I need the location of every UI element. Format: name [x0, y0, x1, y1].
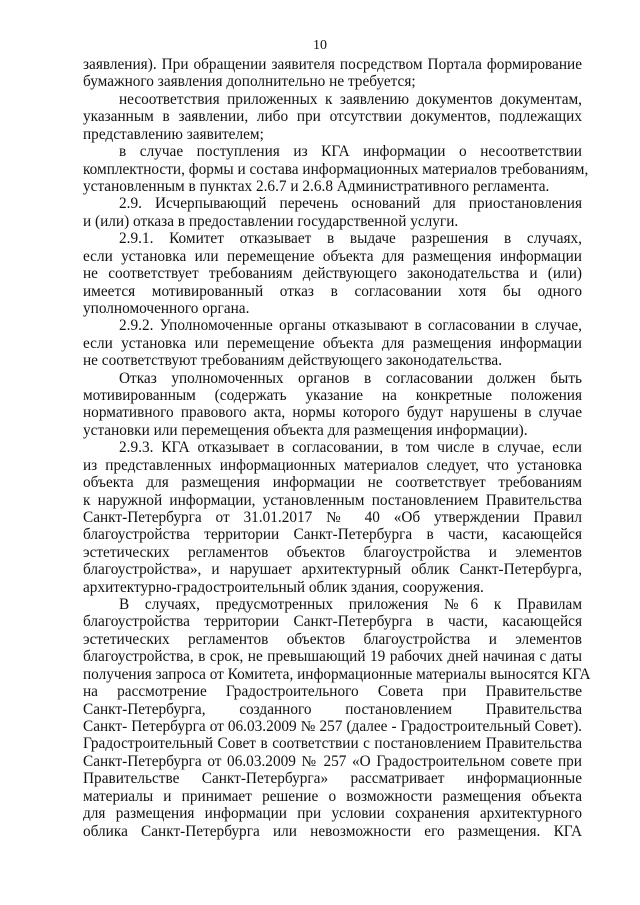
text-line: указанным в заявлении, либо при отсутствии документов, подлежащих: [83, 108, 582, 126]
text-line: объекта для размещения информации не соответствует требованиям: [83, 474, 582, 492]
text-line: эстетических регламентов объектов благоустройства и элементов: [83, 630, 582, 648]
text-line: благоустройства территории Санкт-Петербурга в части, касающейся: [83, 613, 582, 631]
text-line: для размещения информации при условии сохранения архитектурного: [83, 805, 582, 823]
text-line: Санкт- Петербурга от 06.03.2009 № 257 (далее - Градостроительный Совет).: [83, 718, 582, 735]
text-line: 2.9. Исчерпывающий перечень оснований для приостановления: [119, 195, 582, 213]
text-line: имеется мотивированный отказ в согласовании хотя бы одного: [83, 282, 582, 300]
text-line: если установка или перемещение объекта для размещения информации: [83, 334, 582, 352]
text-line: Градостроительный Совет в соответствии с постановлением Правительства: [83, 735, 582, 753]
text-line: нормативного правового акта, нормы которого будут нарушены в случае: [83, 404, 582, 422]
text-line: архитектурно-градостроительный облик здания, сооружения.: [83, 578, 484, 596]
text-line: благоустройства, в срок, не превышающий 19 рабочих дней начиная с даты: [83, 648, 582, 666]
text-line: комплектности, формы и состава информационных материалов требованиям,: [83, 160, 589, 178]
text-line: 2.9.2. Уполномоченные органы отказывают в согласовании в случае,: [119, 317, 582, 335]
text-line: эстетических регламентов объектов благоустройства и элементов: [83, 543, 582, 561]
text-line: не соответствует требованиям действующего законодательства и (или): [83, 265, 582, 282]
text-line: Правительстве Санкт-Петербурга» рассматривает информационные: [83, 770, 582, 788]
text-line: представлению заявителем;: [83, 125, 264, 143]
text-line: В случаях, предусмотренных приложения №6 к Правилам: [119, 596, 582, 613]
text-line: Санкт-Петербурга от 31.01.2017 № 40 «Об утверждении Правил: [83, 508, 582, 526]
text-line: благоустройства», и нарушает архитектурный облик Санкт-Петербурга,: [83, 561, 582, 579]
text-line: не соответствуют требованиям действующего законодательства.: [83, 352, 503, 370]
text-line: и (или) отказа в предоставлении государственной услуги.: [83, 212, 459, 230]
text-line: несоответствия приложенных к заявлению документов документам,: [119, 90, 582, 108]
text-line: установленным в пунктах 2.6.7 и 2.6.8 Административного регламента.: [83, 177, 550, 195]
text-line: благоустройства территории Санкт-Петербурга в части, касающейся: [83, 526, 582, 544]
text-line: к наружной информации, установленным постановлением Правительства: [83, 491, 582, 509]
page-number: 10: [313, 38, 327, 53]
text-line: заявления). При обращении заявителя посредством Портала формирование: [83, 56, 582, 73]
text-line: облика Санкт-Петербурга или невозможности его размещения. КГА: [83, 822, 582, 840]
text-line: материалы и принимает решение о возможности размещения объекта: [83, 787, 582, 805]
text-line: Санкт-Петербурга от 06.03.2009 № 257 «О Градостроительном совете при: [83, 752, 582, 770]
text-line: мотивированным (содержать указание на конкретные положения: [83, 387, 582, 404]
text-line: установки или перемещения объекта для размещения информации).: [83, 421, 528, 439]
text-line: на рассмотрение Градостроительного Совета при Правительстве: [83, 683, 582, 701]
text-line: получения запроса от Комитета, информационные материалы выносятся КГА: [83, 665, 591, 683]
text-line: уполномоченного органа.: [83, 299, 250, 317]
text-line: из представленных информационных материалов следует, что установка: [83, 456, 582, 474]
text-line: если установка или перемещение объекта для размещения информации: [83, 247, 582, 265]
text-line: бумажного заявления дополнительно не требуется;: [83, 73, 416, 91]
text-line: 2.9.3. КГА отказывает в согласовании, в том числе в случае, если: [119, 439, 582, 457]
text-line: в случае поступления из КГА информации о несоответствии: [119, 143, 582, 161]
text-line: 2.9.1. Комитет отказывает в выдаче разрешения в случаях,: [119, 230, 582, 248]
text-line: Санкт-Петербурга, созданного постановлением Правительства: [83, 700, 582, 718]
text-line: Отказ уполномоченных органов в согласовании должен быть: [119, 369, 582, 387]
